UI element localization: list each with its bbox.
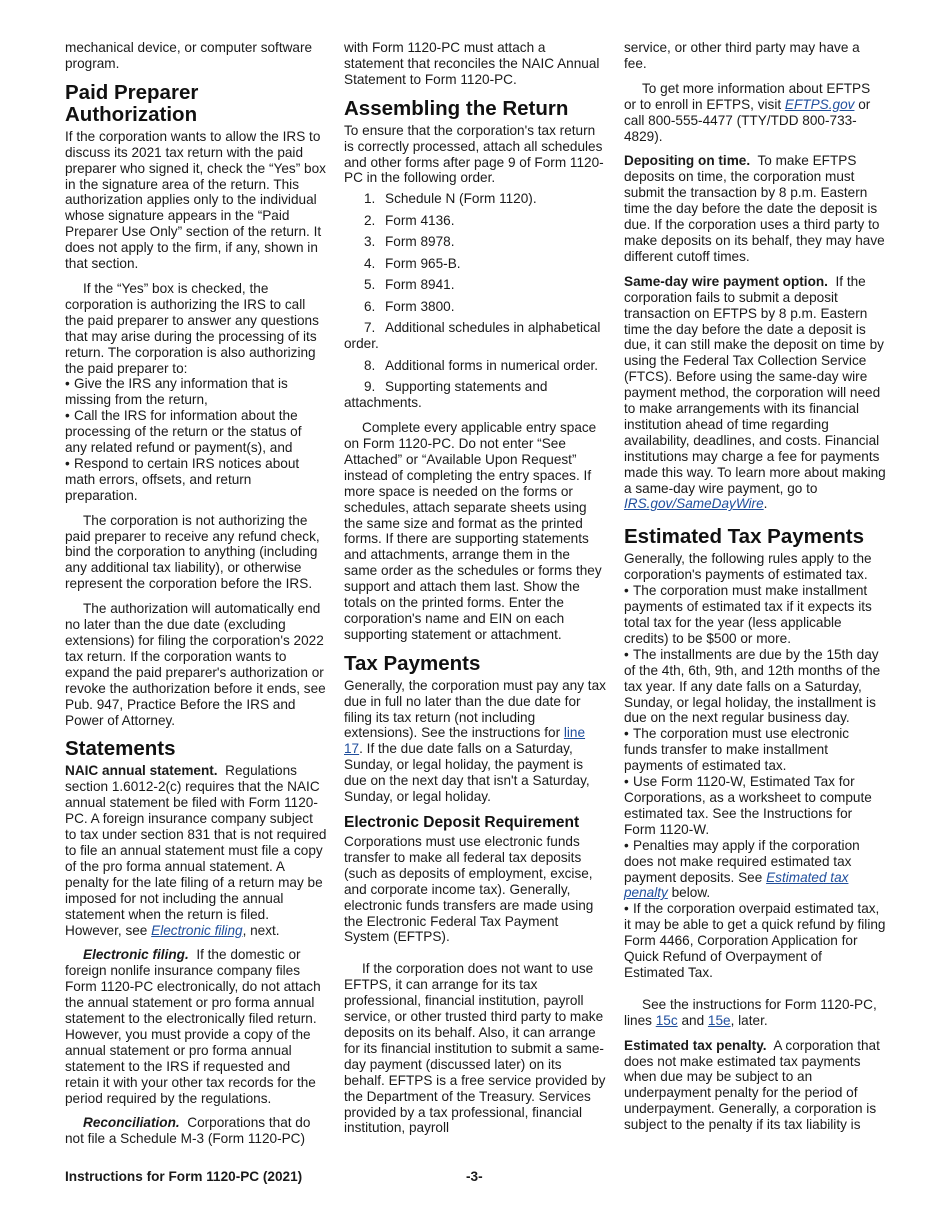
paragraph-naic: NAIC annual statement. Regulations section 1.6012-2(c) requires that the NAIC annual statement be filed with Form 1120-PC. A foreign insurance company subject to tax under section 831 that is not required to file an annual statement must file a copy of the pro forma annual statement. A penalty for the late filing of a return may be imposed for not including the annual statement when the return is filed. However, see Electronic filing, next. — [65, 763, 327, 938]
list-item: 5. Form 8941. — [364, 277, 455, 293]
list-item: 6. Form 3800. — [364, 298, 455, 314]
bullet-item: • If the corporation overpaid estimated tax, it may be able to get a quick refund by filing Form 4466, Corporation Application for Quick Refund of Overpayment of Estimated Tax. — [624, 901, 886, 980]
bullet-item: • Respond to certain IRS notices about math errors, offsets, and return preparation. — [65, 455, 300, 503]
link-15e[interactable]: 15e — [707, 1012, 731, 1028]
paragraph-depositing-on-time: Depositing on time. To make EFTPS deposits on time, the corporation must submit the transaction by 8 p.m. Eastern time the day before the date the deposit is due. If the corporation uses a third party to make deposits on its behalf, they may have different cutoff times. — [624, 153, 885, 264]
paragraph: The corporation is not authorizing the paid preparer to receive any refund check, bind the corporation to anything (including any additional tax liability), or otherwise represent the corporation before the IRS. — [65, 512, 320, 592]
paragraph: Corporations must use electronic funds transfer to make all federal tax deposits (such as deposits of employment, excise, and corporate income tax). Generally, electronic funds transfers are made using the Electronic Federal Tax Payment System (EFTPS). — [344, 834, 594, 945]
bullet-item: • Call the IRS for information about the processing of the return or the status of any related refund or payment(s), and — [65, 408, 302, 456]
column-2 — [344, 40, 606, 1145]
bullet-item: • The corporation must use electronic funds transfer to make installment payments of estimated tax. — [624, 726, 850, 774]
list-item: 8. Additional forms in numerical order. — [364, 357, 599, 373]
link-electronic-filing[interactable]: Electronic filing — [151, 922, 243, 938]
paragraph: To ensure that the corporation's tax return is correctly processed, attach all schedules and other forms after page 9 of Form 1120-PC in the following order. — [344, 122, 604, 186]
paragraph: service, or other third party may have a fee. — [624, 40, 860, 71]
bullet-item: • The corporation must make installment payments of estimated tax if it expects its total tax for the year (less applicable credits) to be $500 or more. — [624, 583, 872, 646]
column-1 — [65, 40, 327, 1156]
paragraph: The authorization will automatically end no later than the due date (excluding extensions) for filing the corporation's 2022 tax return. If the corporation wants to expand the paid preparer's authorization or revoke the authorization before it ends, see Pub. 947, Practice Before the IRS and Power of Attorney. — [65, 601, 326, 728]
list-item: 7. Additional schedules in alphabetical order. — [344, 320, 601, 352]
paragraph-same-day-wire: Same-day wire payment option. If the corporation fails to submit a deposit transaction on EFTPS by 8 p.m. Eastern time the day before the date a deposit is due, it can still make the deposit on time by using the Federal Tax Collection Service (FTCS). Before using the same-day wire payment method, the corporation will need to make arrangements with its financial institution ahead of time regarding availability, deadlines, and costs. Financial institutions may charge a fee for payments made this way. To learn more about making a same-day wire payment, go to IRS.gov/SameDayWire. — [624, 273, 886, 512]
paragraph-reconciliation: Reconciliation. Corporations that do not file a Schedule M-3 (Form 1120-PC) — [65, 1115, 311, 1147]
list-item: 3. Form 8978. — [364, 234, 455, 250]
link-15c[interactable]: 15c — [655, 1012, 678, 1028]
footer-title: Instructions for Form 1120-PC (2021) — [65, 1169, 303, 1184]
heading-assembling-the-return: Assembling the Return — [344, 96, 569, 120]
paragraph: Complete every applicable entry space on Form 1120-PC. Do not enter “See Attached” or “Available Upon Request” instead of completing the entry spaces. If more space is needed on the forms or schedules, attach separate sheets using the same size and format as the printed forms. If there are supporting statements and attachments, arrange them in the same order as the schedules or forms they support and attach them last. Show the totals on the printed forms. Enter the corporation's name and EIN on each supporting statement or attachment. — [344, 420, 602, 642]
paragraph-eftps: To get more information about EFTPS or to enroll in EFTPS, visit EFTPS.gov or call 800-555-4477 (TTY/TDD 800-733-4829). — [624, 80, 871, 144]
link-eftps-gov[interactable]: EFTPS.gov — [784, 96, 855, 112]
paragraph-see-instructions: See the instructions for Form 1120-PC, lines 15c and 15e, later. — [624, 996, 877, 1028]
paragraph-estimated-tax-penalty: Estimated tax penalty. A corporation that does not make estimated tax payments when due may be subject to an underpayment penalty for the period of underpayment. Generally, a corporation is subject to the penalty if its tax liability is — [624, 1037, 880, 1133]
bullet-item: • Use Form 1120-W, Estimated Tax for Corporations, as a worksheet to compute estimated tax. See the Instructions for Form 1120-W. — [624, 774, 872, 837]
list-item: 4. Form 965-B. — [364, 255, 461, 271]
heading-tax-payments: Tax Payments — [344, 651, 481, 675]
heading-statements: Statements — [65, 737, 176, 761]
list-item: 2. Form 4136. — [364, 212, 455, 228]
page-footer — [65, 1169, 885, 1184]
heading-paid-preparer-authorization: Paid Preparer Authorization — [65, 80, 199, 126]
paragraph: If the “Yes” box is checked, the corporation is authorizing the IRS to call the paid preparer to answer any questions that may arise during the processing of its return. The corporation is also authorizing the paid preparer to: — [65, 280, 319, 376]
paragraph-electronic-filing: Electronic filing. If the domestic or foreign nonlife insurance company files Form 1120-PC electronically, do not attach the annual statement or pro forma annual statement to the electronically filed return. However, you must provide a copy of the annual statement or pro forma annual statement to the IRS if requested and retain it with your other tax records for the period required by the regulations. — [65, 947, 321, 1106]
heading-electronic-deposit-requirement: Electronic Deposit Requirement — [344, 814, 580, 831]
list-item: 9. Supporting statements and attachments. — [344, 379, 548, 411]
link-irs-same-day-wire[interactable]: IRS.gov/SameDayWire — [624, 496, 764, 512]
list-item: 1. Schedule N (Form 1120). — [364, 191, 537, 207]
paragraph-tax-payments: Generally, the corporation must pay any tax due in full no later than the due date for filing its tax return (not including extensions). See the instructions for line 17. If the due date falls on a Saturday, Sunday, or legal holiday, the payment is due on the next day that isn't a Saturday, Sunday, or legal holiday. — [344, 677, 606, 805]
heading-estimated-tax-payments: Estimated Tax Payments — [624, 525, 865, 549]
paragraph: with Form 1120-PC must attach a statement that reconciles the NAIC Annual Statement to Form 1120-PC. — [344, 40, 600, 87]
page-number: -3- — [466, 1169, 483, 1184]
bullet-item: • Penalties may apply if the corporation does not make required estimated tax payment deposits. See Estimated tax penalty below. — [624, 837, 860, 901]
bullet-item: • Give the IRS any information that is missing from the return, — [65, 376, 288, 408]
column-3 — [624, 40, 886, 1142]
paragraph: Generally, the following rules apply to the corporation's payments of estimated tax. — [624, 551, 872, 583]
paragraph: mechanical device, or computer software program. — [65, 40, 313, 71]
bullet-item: • The installments are due by the 15th day of the 4th, 6th, 9th, and 12th months of the tax year. If any date falls on a Saturday, Sunday, or legal holiday, the installment is due on the next regular business day. — [624, 646, 881, 726]
link-line-17[interactable]: line 17 — [344, 725, 586, 757]
paragraph: If the corporation does not want to use EFTPS, it can arrange for its tax professional, financial institution, payroll service, or other trusted third party to make deposits on its behalf. Also, it can arrange for its financial institution to submit a same-day payment (discussed later) on its behalf. EFTPS is a free service provided by the Department of the Treasury. Services provided by a tax professional, financial institution, payroll — [344, 961, 606, 1136]
paragraph: If the corporation wants to allow the IRS to discuss its 2021 tax return with the paid preparer who signed it, check the “Yes” box in the signature area of the return. This authorization applies only to the individual whose signature appears in the “Paid Preparer Use Only” section of the return. It does not apply to the firm, if any, shown in that section. — [65, 128, 326, 272]
link-estimated-tax-penalty[interactable]: Estimated tax penalty — [624, 869, 849, 901]
